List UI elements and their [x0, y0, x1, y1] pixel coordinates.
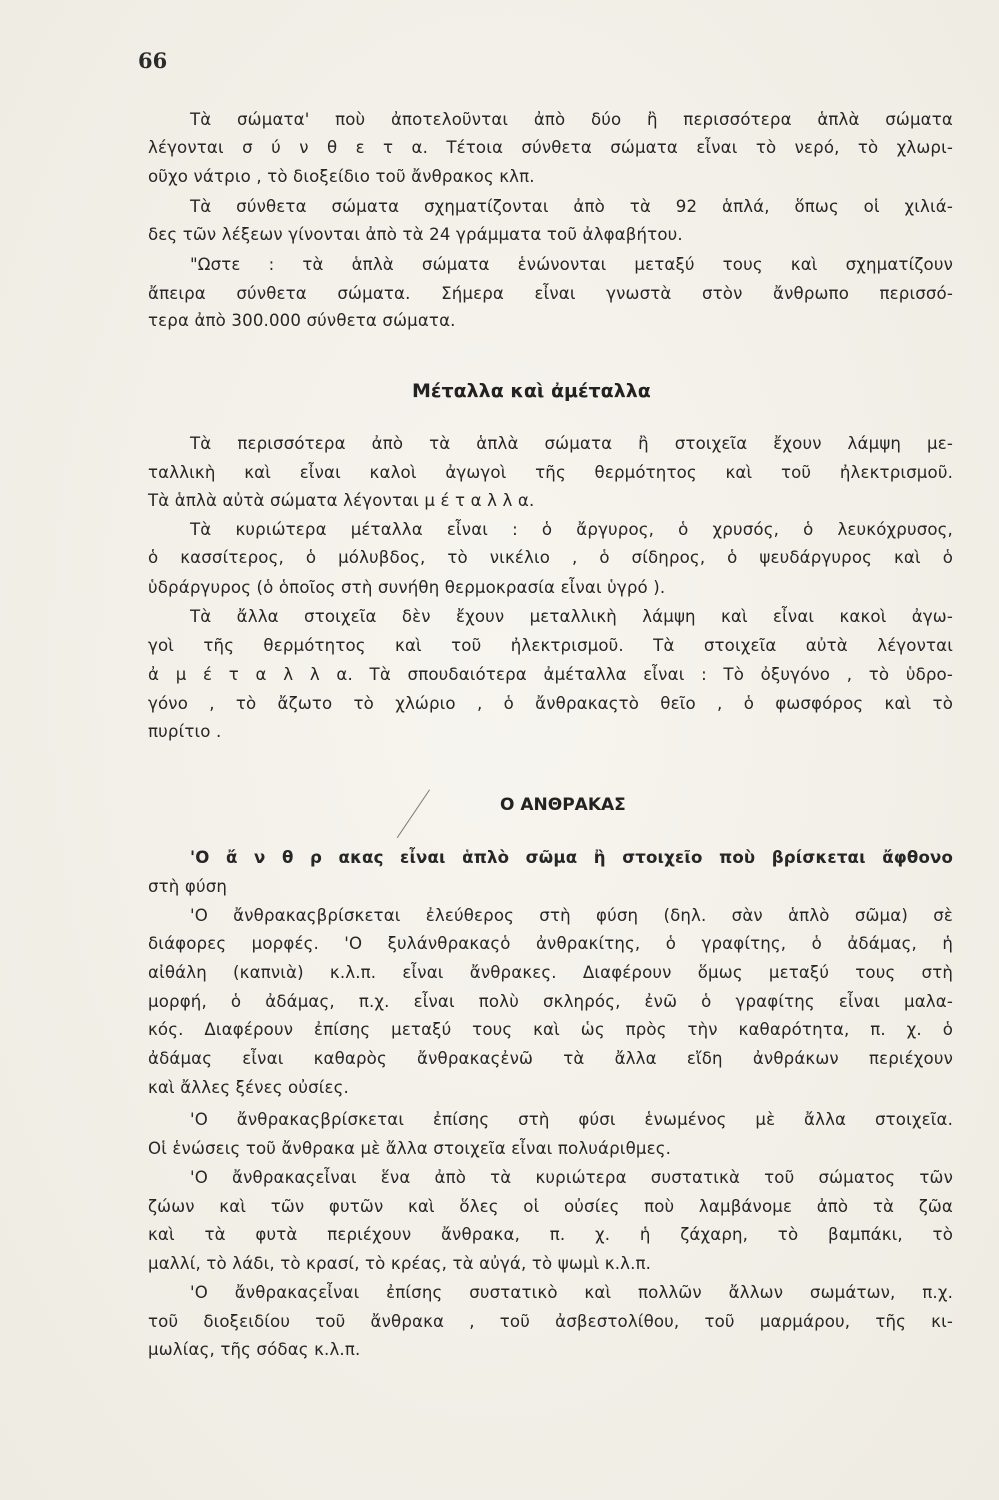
text-line: διάφορες μορφές. 'Ο ξυλάνθρακαςὁ ἀνθρακίτης, ὁ γραφίτης, ὁ ἀδάμας, ἡ [148, 934, 953, 953]
text-line: ἀ μ έ τ α λ λ α. Τὰ σπουδαιότερα ἀμέταλλα εἶναι : Τὸ ὀξυγόνο , τὸ ὑδρο- [148, 665, 953, 684]
page-number: 66 [138, 48, 168, 73]
section-heading-carbon: Ο ΑΝΘΡΑΚΑΣ [500, 795, 626, 815]
text-line: 'Ο ἄ ν θ ρ ακας εἶναι ἁπλὸ σῶμα ἢ στοιχεῖο ποὺ βρίσκεται ἄφθονο [190, 848, 953, 867]
text-line: ὑδράργυρος (ὁ ὁποῖος στὴ συνήθη θερμοκρασία εἶναι ὑγρό ). [148, 578, 666, 597]
text-line: γοὶ τῆς θερμότητος καὶ τοῦ ἠλεκτρισμοῦ. Τὰ στοιχεῖα αὐτὰ λέγονται [148, 636, 953, 655]
text-line: Τὰ σώματα' ποὺ ἀποτελοῦνται ἀπὸ δύο ἢ περισσότερα ἁπλὰ σώματα [190, 110, 953, 129]
text-line: 'Ο ἄνθρακαςεἶναι ἕνα ἀπὸ τὰ κυριώτερα συστατικὰ τοῦ σώματος τῶν [190, 1168, 953, 1187]
text-line: μορφή, ὁ ἀδάμας, π.χ. εἶναι πολὺ σκληρός, ἐνῶ ὁ γραφίτης εἶναι μαλα- [148, 992, 953, 1011]
text-line: δες τῶν λέξεων γίνονται ἀπὸ τὰ 24 γράμματα τοῦ ἀλφαβήτου. [148, 225, 683, 244]
text-line: ταλλικὴ καὶ εἶναι καλοὶ ἀγωγοὶ τῆς θερμότητος καὶ τοῦ ἠλεκτρισμοῦ. [148, 463, 953, 482]
text-line: στὴ φύση [148, 877, 228, 896]
text-line: ζώων καὶ τῶν φυτῶν καὶ ὅλες οἱ οὐσίες ποὺ λαμβάνομε ἀπὸ τὰ ζῶα [148, 1197, 953, 1216]
text-line: 'Ο ἄνθρακαςβρίσκεται ἐλεύθερος στὴ φύση (δηλ. σὰν ἁπλὸ σῶμα) σὲ [190, 906, 953, 925]
text-line: καὶ τὰ φυτὰ περιέχουν ἄνθρακα, π. χ. ἡ ζάχαρη, τὸ βαμπάκι, τὸ [148, 1225, 953, 1244]
text-line: αἰθάλη (καπνιὰ) κ.λ.π. εἶναι ἄνθρακες. Διαφέρουν ὅμως μεταξύ τους στὴ [148, 963, 953, 982]
text-line: 'Ο ἄνθρακαςβρίσκεται ἐπίσης στὴ φύσι ἑνωμένος μὲ ἄλλα στοιχεῖα. [190, 1110, 953, 1129]
text-line: Οἱ ἑνώσεις τοῦ ἄνθρακα μὲ ἄλλα στοιχεῖα εἶναι πολυάριθμες. [148, 1139, 672, 1158]
text-line: Τὰ κυριώτερα μέταλλα εἶναι : ὁ ἄργυρος, ὁ χρυσός, ὁ λευκόχρυσος, [190, 520, 953, 539]
text-line: καὶ ἄλλες ξένες οὐσίες. [148, 1078, 349, 1097]
text-line: πυρίτιο . [148, 722, 222, 741]
text-line: τοῦ διοξειδίου τοῦ ἄνθρακα , τοῦ ἀσβεστολίθου, τοῦ μαρμάρου, τῆς κι- [148, 1312, 953, 1331]
text-line: οῦχο νάτριο , τὸ διοξείδιο τοῦ ἄνθρακος κλπ. [148, 167, 535, 186]
text-line: Τὰ ἁπλὰ αὐτὰ σώματα λέγονται μ έ τ α λ λ α. [148, 491, 535, 510]
text-line: Τὰ σύνθετα σώματα σχηματίζονται ἀπὸ τὰ 92 ἁπλά, ὅπως οἱ χιλιά- [190, 197, 953, 216]
text-line: ὁ κασσίτερος, ὁ μόλυβδος, τὸ νικέλιο , ὁ σίδηρος, ὁ ψευδάργυρος καὶ ὁ [148, 548, 953, 567]
text-line: "Ωστε : τὰ ἁπλὰ σώματα ἑνώνονται μεταξύ τους καὶ σχηματίζουν [190, 255, 953, 274]
pencil-mark [397, 789, 430, 838]
text-line: μαλλί, τὸ λάδι, τὸ κρασί, τὸ κρέας, τὰ αὐγά, τὸ ψωμὶ κ.λ.π. [148, 1254, 652, 1273]
text-line: 'Ο ἄνθρακαςεἶναι ἐπίσης συστατικὸ καὶ πολλῶν ἄλλων σωμάτων, π.χ. [190, 1283, 953, 1302]
text-line: Τὰ περισσότερα ἀπὸ τὰ ἁπλὰ σώματα ἢ στοιχεῖα ἔχουν λάμψη με- [190, 434, 953, 453]
text-line: τερα ἀπὸ 300.000 σύνθετα σώματα. [148, 311, 456, 330]
text-line: ἄπειρα σύνθετα σώματα. Σήμερα εἶναι γνωστὰ στὸν ἄνθρωπο περισσό- [148, 284, 953, 303]
section-heading-metals: Μέταλλα καὶ ἀμέταλλα [412, 380, 651, 402]
text-line: κός. Διαφέρουν ἐπίσης μεταξύ τους καὶ ὡς πρὸς τὴν καθαρότητα, π. χ. ὁ [148, 1020, 953, 1039]
text-line: ἀδάμας εἶναι καθαρὸς ἄνθρακαςἐνῶ τὰ ἄλλα εἴδη ἀνθράκων περιέχουν [148, 1049, 953, 1068]
text-line: Τὰ ἄλλα στοιχεῖα δὲν ἔχουν μεταλλικὴ λάμψη καὶ εἶναι κακοὶ ἀγω- [190, 607, 953, 626]
text-line: μωλίας, τῆς σόδας κ.λ.π. [148, 1340, 361, 1359]
text-line: λέγονται σ ύ ν θ ε τ α. Τέτοια σύνθετα σώματα εἶναι τὸ νερό, τὸ χλωρι- [148, 138, 953, 157]
text-line: γόνο , τὸ ἄζωτο τὸ χλώριο , ὁ ἄνθρακαςτὸ θεῖο , ὁ φωσφόρος καὶ τὸ [148, 694, 953, 713]
